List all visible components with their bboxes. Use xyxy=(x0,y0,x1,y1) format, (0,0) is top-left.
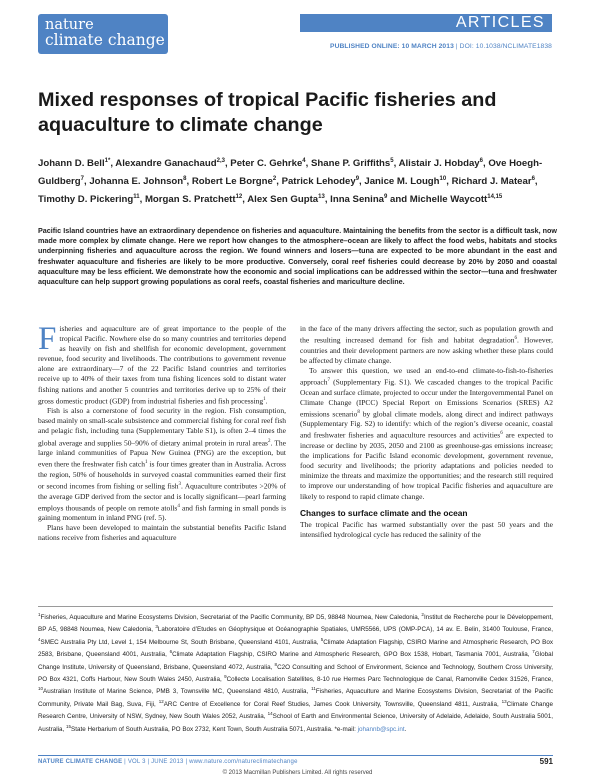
author-name: Peter C. Gehrke xyxy=(230,158,303,170)
author-affiliation: 14,15 xyxy=(487,193,503,200)
affiliation-text: Global Change Institute, University of Queensland, Brisbane, Queensland 4072, Australia, xyxy=(38,651,553,671)
affiliation-text: Fisheries, Aquaculture and Marine Ecosystems Division, Secretariat of the Pacific Community, Private Mail Bag, Suva, Fiji, xyxy=(38,688,553,708)
body-column-right xyxy=(300,324,553,540)
author-affiliation: 8 xyxy=(183,175,187,182)
author-affiliation: 5 xyxy=(390,158,394,164)
affiliation-text: State Herbarium of South Australia, PO Box 2732, Kent Town, South Australia 5071, Australia. xyxy=(71,725,335,733)
author-name: Michelle Waycott xyxy=(409,194,488,206)
affiliation-number: 4 xyxy=(38,636,41,642)
author-affiliation: 7 xyxy=(80,175,84,182)
affiliation-number: 7 xyxy=(532,649,535,655)
author-list: Johann D. Bell$^{1*}$, Alexandre Ganachaud$^{2,3}$, Peter C. Gehrke$^4$, Shane P. Griffiths$^5$, Alistair J. Hobday$^6$, Ove Hoegh-Guldberg$^7$, Johanna E. Johnson$^8$, Robert Le Borgne$^2$, Patrick Lehodey$^9$, Janice M. Lough$^{10}$, Richard J. Matear$^6$, Timothy D. Pickering$^{11}$, Morgan S. Pratchett$^{12}$, Alex Sen Gupta$^{13}$, Inna Senina$^9$ and Michelle Waycott$^{14,15}$ xyxy=(38,158,543,206)
paragraph: Fisheries and aquaculture are of great importance to the people of the tropical Pacific. Nowhere else do so many countries and territories depend as heavily on fish and shellfish for economic development, government revenue, food security and livelihoods. The contributions to government revenue alone are extraordinary—7 of the 22 Pacific Island countries and territories receive up to 40% of their taxes from tuna fishing licences sold to distant water fishing nations and another 5 countries and territories derive up to 25% of their gross domestic product (GDP) from industrial fisheries and fish processing$^1$. xyxy=(38,321,286,406)
paragraph: The tropical Pacific has warmed substantially over the past 50 years and the intensified hydrological cycle has reduced the salinity of the xyxy=(300,519,553,539)
corresponding-email-link[interactable]: johannb@spc.int xyxy=(357,725,405,733)
footnote-divider xyxy=(38,606,553,607)
author-name: Johanna E. Johnson xyxy=(89,176,184,188)
citation-ref[interactable]: 6 xyxy=(514,336,518,342)
affiliation-number: 11 xyxy=(311,686,316,692)
copyright-notice: © 2013 Macmillan Publishers Limited. All rights reserved xyxy=(222,770,373,776)
affiliation-number: 10 xyxy=(38,686,44,692)
issue-date: JUNE 2013 xyxy=(151,759,184,765)
drop-cap: F xyxy=(38,321,57,357)
author-affiliation: 12 xyxy=(235,193,243,200)
affiliation-text: SMEC Australia Pty Ltd, Level 1, 154 Melbourne St, South Brisbane, Queensland 4101, Australia, xyxy=(40,638,321,646)
affiliation-number: 6 xyxy=(169,649,173,655)
affiliation-text: Fisheries, Aquaculture and Marine Ecosystems Division, Secretariat of the Pacific Community, BP D5, 98848 Noumea, New Caledonia, xyxy=(40,614,422,622)
citation-ref[interactable]: 6 xyxy=(500,431,503,437)
affiliation-number: 2 xyxy=(421,612,424,617)
author-name: Alistair J. Hobday xyxy=(398,158,480,170)
author-affiliation: 2 xyxy=(272,175,277,182)
journal-logo-line2: climate change xyxy=(45,30,165,49)
affiliation-number: 14 xyxy=(267,711,273,717)
doi: DOI: 10.1038/NCLIMATE1838 xyxy=(459,43,552,50)
affiliation-text: Climate Change Research Centre, University of NSW, Sydney, New South Wales 2052, Australia, xyxy=(38,700,553,721)
section-heading: Changes to surface climate and the ocean xyxy=(300,507,468,518)
article-title: Mixed responses of tropical Pacific fisheries and aquaculture to climate change xyxy=(38,89,497,136)
affiliation-number: 12 xyxy=(158,698,164,704)
author-affiliation: 10 xyxy=(439,175,447,182)
citation-ref[interactable]: 1 xyxy=(144,460,148,466)
author-name: Richard J. Matear xyxy=(451,176,532,188)
affiliation-number: 13 xyxy=(501,698,507,704)
author-name: Johann D. Bell xyxy=(38,158,105,170)
journal-website[interactable]: www.nature.com/natureclimatechange xyxy=(189,759,298,765)
publication-info: PUBLISHED ONLINE: 10 MARCH 2013 | DOI: 10.1038/NCLIMATE1838 xyxy=(330,43,552,50)
footer-divider xyxy=(38,755,553,756)
volume: VOL 3 xyxy=(127,759,146,765)
journal-logo xyxy=(38,14,168,54)
author-affiliation: 2,3 xyxy=(216,158,225,164)
author-name: Shane P. Griffiths xyxy=(310,158,391,170)
affiliation-text: Australian Institute of Marine Science, PMB 3, Townsville MC, Queensland 4810, Australia, xyxy=(43,688,312,696)
author-affiliation: 6 xyxy=(479,158,483,164)
journal-logo-line1: nature xyxy=(45,17,94,33)
paragraph: To answer this question, we used an end-to-end climate-to-fish-to-fisheries approach$^7$ (Supplementary Fig. S1). We cascaded changes to the tropical Pacific Ocean and surface climate, projected to occur under the Intergovernmental Panel on Climate Change (IPCC) Special Report on Emissions Scenarios (SRES) A2 emissions scenario$^8$ by global climate models, along direct and indirect pathways (Supplementary Fig. S2) to identify: which of the region’s diverse oceanic, coastal and freshwater fisheries and aquaculture resources and activities$^6$ are expected to increase or decline by 2035, 2050 and 2100 as greenhouse-gas emissions increase; the implications for Pacific Island economic development, government revenue, food security and livelihoods; the priority adaptations and policies needed to minimize the threats and maximize the opportunities; and the research still required to improve our understanding of how tropical Pacific fisheries and aquaculture are likely to respond to rapid climate change. xyxy=(300,365,554,501)
author-name: Inna Senina xyxy=(330,194,385,206)
journal-citation: NATURE CLIMATE CHANGE | VOL 3 | JUNE 2013 | www.nature.com/natureclimatechange xyxy=(38,759,298,765)
affiliation-text: Climate Adaptation Flagship, CSIRO Marine and Atmospheric Research, PO Box 2583, Brisbane, Queensland 4001, Australia, xyxy=(38,638,553,659)
affiliations: $^1$Fisheries, Aquaculture and Marine Ecosystems Division, Secretariat of the Pacific Community, BP D5, 98848 Noumea, New Caledonia, $^2$Institut de Recherche pour le Développement, BP A5, 98848 Noumea, New Caledonia, $^3$Laboratoire d’Etudes en Géophysique et Océanographie Spatiales, UMR5566, UPS (OMP-PCA), 14 av. E. Belin, 31400 Toulouse, France, $^4$SMEC Australia Pty Ltd, Level 1, 154 Melbourne St, South Brisbane, Queensland 4101, Australia, $^5$Climate Adaptation Flagship, CSIRO Marine and Atmospheric Research, PO Box 2583, Brisbane, Queensland 4001, Australia, $^6$Climate Adaptation Flagship, CSIRO Marine and Atmospheric Research, GPO Box 1538, Hobart, Tasmania 7001, Australia, $^7$Global Change Institute, University of Queensland, Brisbane, Queensland 4072, Australia, $^8$C2O Consulting and School of Environment, Science and Technology, Southern Cross University, PO Box 4321, Coffs Harbour, New South Wales 2450, Australia, $^9$Collecte Localisation Satellites, 8-10 rue Hermes Parc Technologique de Canal, Ramonville Cedex 31526, France, $^{10}$Australian Institute of Marine Science, PMB 3, Townsville MC, Queensland 4810, Australia, $^{11}$Fisheries, Aquaculture and Marine Ecosystems Division, Secretariat of the Pacific Community, Private Mail Bag, Suva, Fiji, $^{12}$ARC Centre of Excellence for Coral Reef Studies, James Cook University, Townsville, Queensland 4811, Australia, $^{13}$Climate Change Research Centre, University of NSW, Sydney, New South Wales 2052, Australia, $^{14}$School of Earth and Environmental Science, University of Adelaide, Adelaide, South Australia 5001, Australia, $^{15}$State Herbarium of South Australia, PO Box 2732, Kent Town, South Australia 5071, Australia. *e-mail: johannb@spc.int. xyxy=(38,612,553,733)
section-banner: ARTICLES xyxy=(300,14,552,32)
affiliation-number: 1 xyxy=(38,612,41,617)
author-affiliation: 4 xyxy=(302,158,306,164)
affiliation-text: C2O Consulting and School of Environment, Science and Technology, Southern Cross University, PO Box 4321, Coffs Harbour, New South Wales 2450, Australia, xyxy=(38,663,553,684)
citation-ref[interactable]: 8 xyxy=(357,409,360,415)
author-name: Janice M. Lough xyxy=(364,176,440,188)
paragraph: Fish is also a cornerstone of food security in the region. Fish consumption, based mainly on small-scale subsistence and commercial fishing for coral reef fish and pelagic fish, including tuna (Supplementary Table S1), is often 2–4 times the global average and supplies 50–90% of dietary animal protein in rural areas$^2$. The large inland communities of Papua New Guinea (PNG) are the exception, but even there the freshwater fish catch$^1$ is four times greater than in Australia. Across the region, 50% of households in surveyed coastal communities earned their first or second incomes from fishing or selling fish$^3$. Aquaculture contributes >20% of the average GDP derived from the sector and is locally significant—pearl farming employs thousands of people on remote atolls$^4$ and fish farming in small ponds is gaining momentum in inland PNG (ref. 5). xyxy=(38,406,286,523)
affiliation-text: Institut de Recherche pour le Développement, BP A5, 98848 Noumea, New Caledonia, xyxy=(38,614,553,634)
citation-ref[interactable]: 7 xyxy=(327,377,330,383)
abstract: Pacific Island countries have an extraordinary dependence on fisheries and aquaculture. Maintaining the benefits from the sector is a difficult task, now made more complex by climate change. Here we report how changes to the atmosphere–ocean are likely to affect the food webs, habitats and stocks underpinning fisheries and aquaculture across the region. We found winners and losers—tuna are expected to be more abundant in the east and freshwater aquaculture and fisheries are likely to be more productive. Conversely, coral reef fisheries could decrease by 20% by 2050 and coastal aquaculture may be less efficient. We demonstrate how the economic and social implications can be addressed within the sector—tuna and freshwater aquaculture can help support growing populations as coral reefs, coastal fisheries and mariculture decline. xyxy=(38,226,557,287)
affiliation-number: 15 xyxy=(66,723,72,729)
author-name: Patrick Lehodey xyxy=(281,176,356,188)
body-column-left xyxy=(38,321,286,543)
paragraph: Plans have been developed to maintain the substantial benefits Pacific Island nations receive from fisheries and aquaculture xyxy=(38,523,286,543)
email-label: *e-mail: xyxy=(334,725,358,733)
author-name: Alexandre Ganachaud xyxy=(115,158,217,170)
author-affiliation: 6 xyxy=(531,175,535,182)
citation-ref[interactable]: 1 xyxy=(263,396,266,402)
author-affiliation: 13 xyxy=(318,193,325,200)
author-affiliation: 9 xyxy=(355,175,360,182)
author-affiliation: 9 xyxy=(384,193,388,200)
paragraph: in the face of the many drivers affecting the sector, such as population growth and the resulting increased demand for fish and habitat degradation$^6$. However, countries and their development partners are now asking whether these plans could be affected by climate change. xyxy=(300,324,554,365)
affiliation-text: ARC Centre of Excellence for Coral Reef Studies, James Cook University, Townsville, Queensland 4811, Australia, xyxy=(163,700,502,708)
affiliation-number: 3 xyxy=(155,624,158,630)
affiliation-number: 5 xyxy=(320,636,324,642)
author-affiliation: 1* xyxy=(104,158,111,164)
affiliation-text: School of Earth and Environmental Science, University of Adelaide, Adelaide, South Australia 5001, Australia, xyxy=(38,713,553,733)
author-name: Ove Hoegh-Guldberg xyxy=(38,158,543,188)
affiliation-text: Climate Adaptation Flagship, CSIRO Marine and Atmospheric Research, GPO Box 1538, Hobart, Tasmania 7001, Australia, xyxy=(172,651,533,659)
citation-ref[interactable]: 3 xyxy=(178,481,182,487)
affiliation-number: 8 xyxy=(274,661,278,667)
affiliation-number: 9 xyxy=(224,673,227,679)
affiliation-text: Laboratoire d’Etudes en Géophysique et Océanographie Spatiales, UMR5566, UPS (OMP-PCA), 14 av. E. Belin, 31400 Toulouse, France, xyxy=(157,626,553,634)
citation-ref[interactable]: 2 xyxy=(267,438,271,444)
author-name: Morgan S. Pratchett xyxy=(144,194,236,206)
author-name: Timothy D. Pickering xyxy=(38,194,134,206)
author-name: Robert Le Borgne xyxy=(191,176,273,188)
author-name: Alex Sen Gupta xyxy=(247,194,319,206)
journal-name: NATURE CLIMATE CHANGE xyxy=(38,759,123,765)
author-affiliation: 11 xyxy=(133,193,140,200)
citation-ref[interactable]: 4 xyxy=(177,503,180,509)
page-number: 591 xyxy=(539,757,553,766)
published-online-date: PUBLISHED ONLINE: 10 MARCH 2013 xyxy=(330,43,454,50)
affiliation-text: Collecte Localisation Satellites, 8-10 rue Hermes Parc Technologique de Canal, Ramonville Cedex 31526, France, xyxy=(226,676,553,684)
